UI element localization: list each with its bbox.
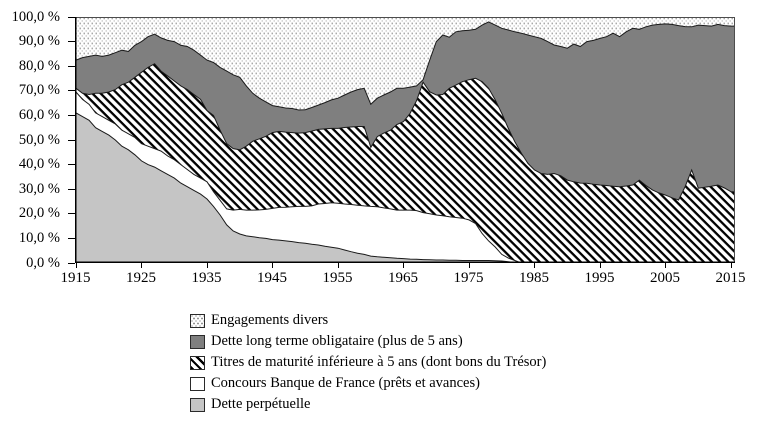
legend-label: Dette perpétuelle — [211, 396, 311, 412]
x-tick-mark — [534, 263, 535, 268]
plot-svg — [75, 17, 735, 263]
x-tick-label: 1985 — [519, 270, 549, 286]
legend-item — [190, 310, 546, 331]
legend-item — [190, 373, 546, 394]
y-tick-mark — [68, 41, 75, 42]
legend-label: Titres de maturité inférieure à 5 ans (dont bons du Trésor) — [211, 354, 547, 370]
y-tick-mark — [68, 213, 75, 214]
y-tick-mark — [68, 66, 75, 67]
y-tick-label: 20,0 % — [18, 205, 60, 222]
x-tick-label: 1965 — [388, 270, 418, 286]
x-tick-label: 2005 — [650, 270, 680, 286]
x-tick-label: 2015 — [715, 270, 746, 286]
x-tick-label: 1955 — [322, 270, 353, 286]
legend-label: Concours Banque de France (prêts et avances) — [211, 375, 480, 391]
x-tick-label: 1975 — [453, 270, 484, 286]
y-tick-mark — [68, 189, 75, 190]
y-tick-mark — [68, 17, 75, 18]
legend-swatch-solid-white — [190, 377, 205, 391]
x-tick-label: 1935 — [191, 270, 222, 286]
legend-item — [190, 331, 546, 352]
legend-label: Dette long terme obligataire (plus de 5 ans) — [211, 333, 463, 349]
y-tick-label: 70,0 % — [18, 82, 60, 99]
y-tick-label: 40,0 % — [18, 156, 60, 173]
y-tick-label: 50,0 % — [18, 131, 60, 148]
x-tick-mark — [76, 263, 77, 268]
x-tick-label: 1995 — [584, 270, 615, 286]
legend-swatch-dots — [190, 314, 205, 328]
legend-swatch-solid-dark — [190, 335, 205, 349]
legend-swatch-hatch — [190, 356, 205, 370]
y-tick-mark — [68, 164, 75, 165]
x-tick-label: 1925 — [126, 270, 156, 286]
legend-item — [190, 352, 546, 373]
legend-swatch-solid-light — [190, 398, 205, 412]
x-tick-mark — [665, 263, 666, 268]
y-tick-label: 0,0 % — [26, 254, 60, 271]
y-tick-label: 30,0 % — [18, 180, 60, 197]
y-tick-label: 10,0 % — [18, 229, 60, 246]
x-tick-mark — [403, 263, 404, 268]
y-tick-mark — [68, 115, 75, 116]
legend-label: Engagements divers — [211, 312, 329, 328]
x-tick-label: 1915 — [60, 270, 91, 286]
x-tick-mark — [207, 263, 208, 268]
area-layers — [75, 17, 735, 263]
x-tick-mark — [731, 263, 732, 268]
x-tick-mark — [469, 263, 470, 268]
y-tick-label: 100,0 % — [11, 8, 60, 25]
x-tick-mark — [600, 263, 601, 268]
y-tick-mark — [68, 238, 75, 239]
y-tick-label: 80,0 % — [18, 57, 60, 74]
x-tick-label: 1945 — [257, 270, 287, 286]
y-tick-mark — [68, 263, 75, 264]
y-tick-label: 60,0 % — [18, 106, 60, 123]
y-tick-mark — [68, 140, 75, 141]
y-tick-label: 90,0 % — [18, 33, 60, 50]
x-tick-mark — [272, 263, 273, 268]
x-tick-mark — [141, 263, 142, 268]
x-tick-mark — [338, 263, 339, 268]
legend-item — [190, 394, 546, 415]
legend — [190, 310, 546, 415]
y-tick-mark — [68, 90, 75, 91]
